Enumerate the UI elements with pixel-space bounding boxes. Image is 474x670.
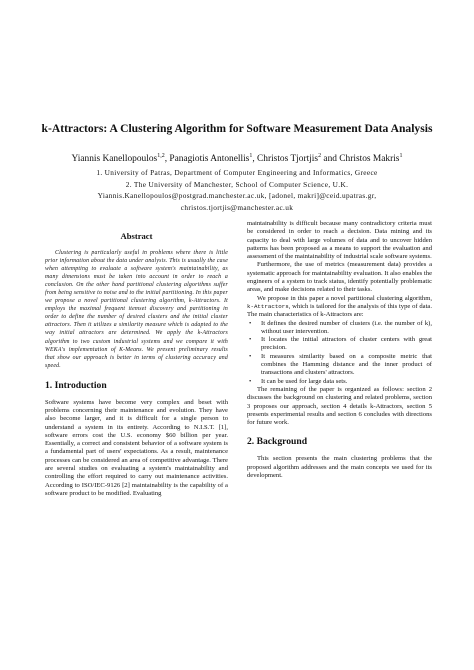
list-item bbox=[247, 353, 432, 378]
left-column bbox=[45, 230, 228, 498]
affiliation-line: 2. The University of Manchester, School of Computer Science, U.K. bbox=[125, 179, 349, 189]
author-name: Panagiotis Antonellis bbox=[169, 154, 250, 164]
email-line: Yiannis.Kanellopoulos@postgrad.manchester.ac.uk, [adonel, makri]@ceid.upatras.gr, bbox=[97, 191, 377, 201]
list-item-text: It locates the initial attractors of cluster centers with great precision. bbox=[261, 336, 432, 352]
author-separator: , bbox=[164, 154, 170, 164]
introduction-text: Software systems have become very complex and beset with problems concerning their maintenance and evolution. They have also become larger, and it is difficult for a single person to understand a system in its entirety. According to N.I.S.T. [1], software errors cost the U.S. economy $60 billion per year. Essentially, a correct and consistent behavior of a software system is a fundamental part of users' expectations. As a result, maintenance processes can be considered an area of competitive advantage. There are several studies on evaluating a system's maintainability and controlling the effort required to carry out maintenance activities. According to ISO/IEC-9126 [2] maintainability is the capability of a software product to be modified. Evaluating bbox=[45, 398, 228, 497]
affiliation-line: 1. University of Patras, Department of Computer Engineering and Informatics, Greece bbox=[96, 168, 378, 177]
list-item bbox=[247, 378, 432, 386]
right-column bbox=[247, 220, 432, 480]
organization-paragraph: The remaining of the paper is organized as follows: section 2 discusses the background on clustering and related problems, section 3 proposes our approach, section 4 details k-Attractors, section 5 presents experimental results and section 6 concludes with directions for future work. bbox=[247, 385, 432, 427]
background-heading: 2. Background bbox=[247, 436, 308, 448]
bullet-icon: • bbox=[249, 377, 252, 385]
proposal-text-end: , which is tailored for the analysis of this type of data. The main characteristics of k-Attractors are: bbox=[247, 302, 432, 319]
continuation-paragraph: maintainability is difficult because many contradictory criteria must be considered in order to reach a decision. Data mining and its capacity to deal with large volumes of data and to uncover hidden patterns has been proposed as a means to support the evaluation and assessment of the maintainability of industrial scale software systems. bbox=[247, 220, 432, 261]
author-affiliation-mark: 1,2 bbox=[157, 152, 165, 159]
author-affiliation-mark: 1 bbox=[399, 152, 403, 159]
author-name: Yiannis Kanellopoulos bbox=[71, 154, 158, 164]
list-item-text: It measures similarity based on a composite metric that combines the Hamming distance and the inner product of transactions and clusters' attractors. bbox=[261, 352, 432, 377]
author-separator: and bbox=[321, 154, 340, 164]
abstract-heading: Abstract bbox=[120, 231, 153, 241]
author-affiliation-mark: 1 bbox=[249, 152, 253, 159]
list-item bbox=[247, 336, 432, 353]
author-separator: , bbox=[252, 154, 258, 164]
paper-title: k-Attractors: A Clustering Algorithm for Software Measurement Data Analysis bbox=[41, 122, 433, 135]
metrics-paragraph: Furthermore, the use of metrics (measurement data) provides a systematic approach for maintainability evaluation. It also enables the engineers of a system to track status, identify potentially problematic areas, and make decisions related to their tasks. bbox=[247, 261, 432, 294]
bullet-icon: • bbox=[249, 319, 252, 327]
author-name: Christos Makris bbox=[339, 154, 400, 164]
introduction-heading: 1. Introduction bbox=[45, 379, 107, 391]
background-text: This section presents the main clustering problems that the proposed algorithm addresses and the main concepts we used for its development. bbox=[247, 455, 432, 480]
author-name: Christos Tjortjis bbox=[257, 154, 319, 164]
abstract-text: Clustering is particularly useful in problems where there is little prior information about the data under analysis. This is usually the case when attempting to evaluate a software system's maintainability, as many dimensions must be taken into account in order to reach a conclusion. On the other hand partitional clustering algorithms suffer from being sensitive to noise and to the initial partitioning. In this paper we propose a novel partitional clustering algorithm, k-Attractors. It employs the maximal frequent itemset discovery and partitioning in order to define the number of desired clusters and the initial cluster attractors. Then it utilizes a similarity measure which is adapted to the way initial attractors are determined. We apply the k-Attractors algorithm to two custom industrial systems and we compare it with WEKA's implementation of K-Means. We present preliminary results that show our approach is better in terms of clustering accuracy and speed. bbox=[45, 250, 228, 369]
list-item-text: It defines the desired number of clusters (i.e. the number of k), without user intervention. bbox=[261, 319, 432, 335]
proposal-text-start: We propose in this paper a novel partitional clustering algorithm, bbox=[257, 294, 432, 302]
characteristics-list bbox=[247, 320, 432, 386]
proposal-paragraph bbox=[247, 295, 432, 320]
list-item-text: It can be used for large data sets. bbox=[261, 377, 348, 385]
author-affiliation-mark: 2 bbox=[318, 152, 322, 159]
email-line: christos.tjortjis@manchester.ac.uk bbox=[180, 203, 294, 213]
bullet-icon: • bbox=[249, 352, 252, 360]
bullet-icon: • bbox=[249, 336, 252, 344]
affiliations bbox=[20, 167, 454, 214]
algorithm-name: k-Attractors bbox=[247, 302, 289, 310]
author-list bbox=[20, 153, 454, 165]
list-item bbox=[247, 320, 432, 337]
